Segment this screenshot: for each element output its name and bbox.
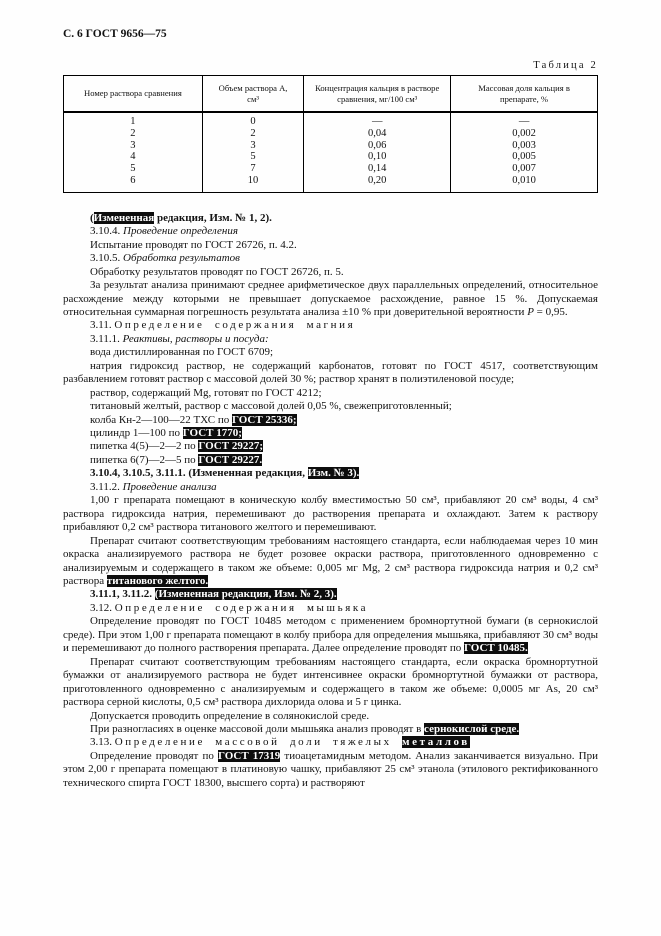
column-header: Объем раствора А, см³: [202, 76, 303, 113]
column-header: Массовая доля кальция в препарате, %: [451, 76, 598, 113]
paragraph: [63, 454, 598, 467]
paragraph: [63, 494, 598, 534]
paragraph: [63, 279, 598, 319]
table-header-row: [64, 76, 598, 113]
table-row: [64, 151, 598, 163]
table-cell: 7: [202, 163, 303, 175]
text-segment: 3.10.4.: [90, 225, 123, 238]
paragraph: [63, 387, 598, 400]
text-segment: пипетка 6(7)—2—5 по: [90, 453, 199, 466]
paragraph: [63, 319, 598, 332]
paragraph: [63, 481, 598, 494]
paragraph: [63, 400, 598, 413]
text-segment: Испытание проводят по ГОСТ 26726, п. 4.2.: [90, 238, 297, 251]
calcium-comparison-table: [63, 75, 598, 193]
text-segment: (: [90, 211, 94, 224]
table-cell: 4: [64, 151, 203, 163]
table-cell: 0,007: [451, 163, 598, 175]
text-segment: Определение проводят по: [90, 749, 218, 762]
table-cell: 0,06: [304, 140, 451, 152]
text-segment: Изм. № 3).: [307, 467, 360, 480]
table-cell: 0,002: [451, 128, 598, 140]
text-segment: (Измененная редакция,: [188, 467, 308, 480]
text-segment: цилиндр 1—100 по: [90, 427, 183, 440]
text-segment: сернокислой среде.: [424, 723, 520, 735]
table-cell: 0,010: [451, 175, 598, 192]
text-segment: (Измененная редакция, Изм. № 2, 3).: [154, 588, 337, 601]
text-segment: раствор, содержащий Mg, готовят по ГОСТ 4212;: [90, 386, 322, 399]
text-segment: 3.10.5.: [90, 252, 123, 265]
text-segment: 3.11.: [90, 319, 115, 332]
text-segment: 3.11.2.: [90, 480, 123, 493]
table-cell: 10: [202, 175, 303, 192]
text-segment: 3.10.4, 3.10.5, 3.11.1.: [90, 467, 189, 480]
text-segment: Препарат считают соответствующим требованиям настоящего стандарта, если наблюдаемая через 10 мин окраска анализируемого раствора не будет розовее окраски раствора, приготовленного одновременно с анализируемым и содержащего в таком же объеме: 0,005 мг Mg, 2 см³ раствора гидроксида натрия и 0,2 см³ раствора: [63, 534, 598, 588]
text-segment: ГОСТ 25336;: [231, 413, 297, 426]
paragraph: [63, 346, 598, 359]
table-cell: 5: [64, 163, 203, 175]
table-cell: 0: [202, 112, 303, 128]
table-cell: 2: [64, 128, 203, 140]
paragraph: [63, 212, 598, 225]
table-cell: —: [451, 112, 598, 128]
column-header: Номер раствора сравнения: [64, 76, 203, 113]
table-row: [64, 140, 598, 152]
document-body: [63, 212, 598, 790]
column-header: Концентрация кальция в растворе сравнения, мг/100 см³: [304, 76, 451, 113]
paragraph: [63, 602, 598, 615]
text-segment: Определение содержания магния: [114, 319, 356, 332]
text-segment: Определение содержания мышьяка: [114, 601, 369, 614]
text-segment: Обработка результатов: [123, 252, 240, 265]
text-segment: = 0,95.: [533, 305, 568, 318]
table-cell: 0,14: [304, 163, 451, 175]
text-segment: титановый желтый, раствор с массовой долей 0,05 %, свежеприготовленный;: [90, 400, 452, 413]
paragraph: [63, 427, 598, 440]
table-row: [64, 128, 598, 140]
table-cell: 3: [202, 140, 303, 152]
text-segment: колба Кн-2—100—22 ТХС по: [90, 413, 232, 426]
table-caption-text: Таблица 2: [533, 60, 598, 71]
table-row: [64, 112, 598, 128]
table-cell: 0,10: [304, 151, 451, 163]
text-segment: 3.12.: [90, 601, 115, 614]
table-cell: 3: [64, 140, 203, 152]
table-caption: [63, 60, 598, 71]
table-cell: 0,20: [304, 175, 451, 192]
paragraph: [63, 440, 598, 453]
text-segment: Препарат считают соответствующим требованиям настоящего стандарта, если окраска бромнортутной бумажки от анализируемого раствора не будет интенсивнее окраски бромнортутной бумажки от раствора, приготовленного одновременно с анализируемым и содержащего в таком же объеме: 0,0005 мг As, 20 см³ раствора серной кислоты, 0,5 см³ раствора дихлорида олова и 5 г цинка.: [63, 655, 598, 709]
text-segment: вода дистиллированная по ГОСТ 6709;: [90, 346, 274, 359]
text-segment: За результат анализа принимают среднее арифметическое двух параллельных определений, относительное расхождение между которыми не превышает допускаемое расхождение, равное 15 %. Допускаемая относительная суммарная погрешность результата анализа ±10 % при доверительной вероятности: [63, 279, 598, 318]
page-header: [63, 28, 598, 40]
text-segment: металлов: [402, 736, 470, 749]
table-cell: 0,04: [304, 128, 451, 140]
text-segment: Определение проводят по ГОСТ 10485 методом с применением бромнортутной бумаги (в сернокислой среде). При этом 1,00 г препарата помещают в колбу прибора для определения мышьяка, прибавляют 30 см³ воды и перемешивают до полного растворения препарата. Далее определение проводят по: [63, 615, 598, 655]
text-segment: Обработку результатов проводят по ГОСТ 26726, п. 5.: [90, 265, 344, 278]
table-head: [64, 76, 598, 113]
table-body: [64, 112, 598, 192]
text-segment: редакция, Изм. № 1, 2).: [154, 211, 272, 224]
paragraph: [63, 252, 598, 265]
text-segment: ГОСТ 29227;: [198, 440, 263, 453]
paragraph: [63, 723, 598, 736]
paragraph: [63, 736, 598, 749]
text-segment: натрия гидроксид раствор, не содержащий карбонатов, готовят по ГОСТ 4517, соответствующим разбавлением готовят раствор с массовой долей 30 %; раствор хранят в полиэтиленовой посуде;: [63, 359, 598, 386]
text-segment: титанового желтого.: [106, 575, 209, 588]
text-segment: ГОСТ 29227.: [198, 453, 263, 466]
paragraph: [63, 615, 598, 655]
table-row: [64, 163, 598, 175]
text-segment: 1,00 г препарата помещают в коническую колбу вместимостью 50 см³, прибавляют 20 см³ воды, 4 см³ раствора гидроксида натрия, перемешивают до растворения препарата и охлаждают. Затем к раствору прибавляют 0,2 см³ раствора титанового желтого и перемешивают.: [63, 494, 598, 534]
text-segment: Измененная: [93, 211, 155, 224]
text-segment: Проведение анализа: [122, 480, 217, 493]
text-segment: Р: [527, 305, 534, 318]
text-segment: ГОСТ 10485.: [464, 642, 528, 655]
text-segment: Проведение определения: [123, 225, 238, 238]
table-row: [64, 175, 598, 192]
text-segment: Реактивы, растворы и посуда:: [122, 332, 269, 345]
paragraph: [63, 750, 598, 790]
text-segment: пипетка 4(5)—2—2 по: [90, 440, 199, 453]
text-segment: ГОСТ 17319: [217, 749, 281, 762]
paragraph: [63, 710, 598, 723]
table-cell: 6: [64, 175, 203, 192]
paragraph: [63, 588, 598, 601]
paragraph: [63, 266, 598, 279]
text-segment: 3.11.1.: [90, 332, 123, 345]
page-header-text: С. 6 ГОСТ 9656—75: [63, 28, 167, 40]
paragraph: [63, 225, 598, 238]
table-cell: 2: [202, 128, 303, 140]
paragraph: [63, 239, 598, 252]
paragraph: [63, 535, 598, 589]
paragraph: [63, 656, 598, 710]
text-segment: ГОСТ 1770;: [182, 427, 242, 440]
table-cell: —: [304, 112, 451, 128]
text-segment: Допускается проводить определение в солянокислой среде.: [90, 709, 370, 722]
table-cell: 0,003: [451, 140, 598, 152]
paragraph: [63, 360, 598, 387]
text-segment: Определение массовой доли тяжелых: [114, 736, 403, 749]
text-segment: 3.13.: [90, 736, 115, 749]
paragraph: [63, 467, 598, 480]
text-segment: тиоацетамидным методом. Анализ заканчивается визуально. При этом 2,00 г препарата помещают в платиновую чашку, прибавляют 25 см³ этанола (этилового ректификованного технического спирта ГОСТ 18300, высшего сорта) и растворяют: [63, 749, 598, 789]
text-segment: 3.11.1, 3.11.2.: [90, 588, 155, 601]
text-segment: При разногласиях в оценке массовой доли мышьяка анализ проводят в: [90, 723, 425, 735]
table-cell: 5: [202, 151, 303, 163]
table-cell: 1: [64, 112, 203, 128]
table-cell: 0,005: [451, 151, 598, 163]
paragraph: [63, 414, 598, 427]
paragraph: [63, 333, 598, 346]
